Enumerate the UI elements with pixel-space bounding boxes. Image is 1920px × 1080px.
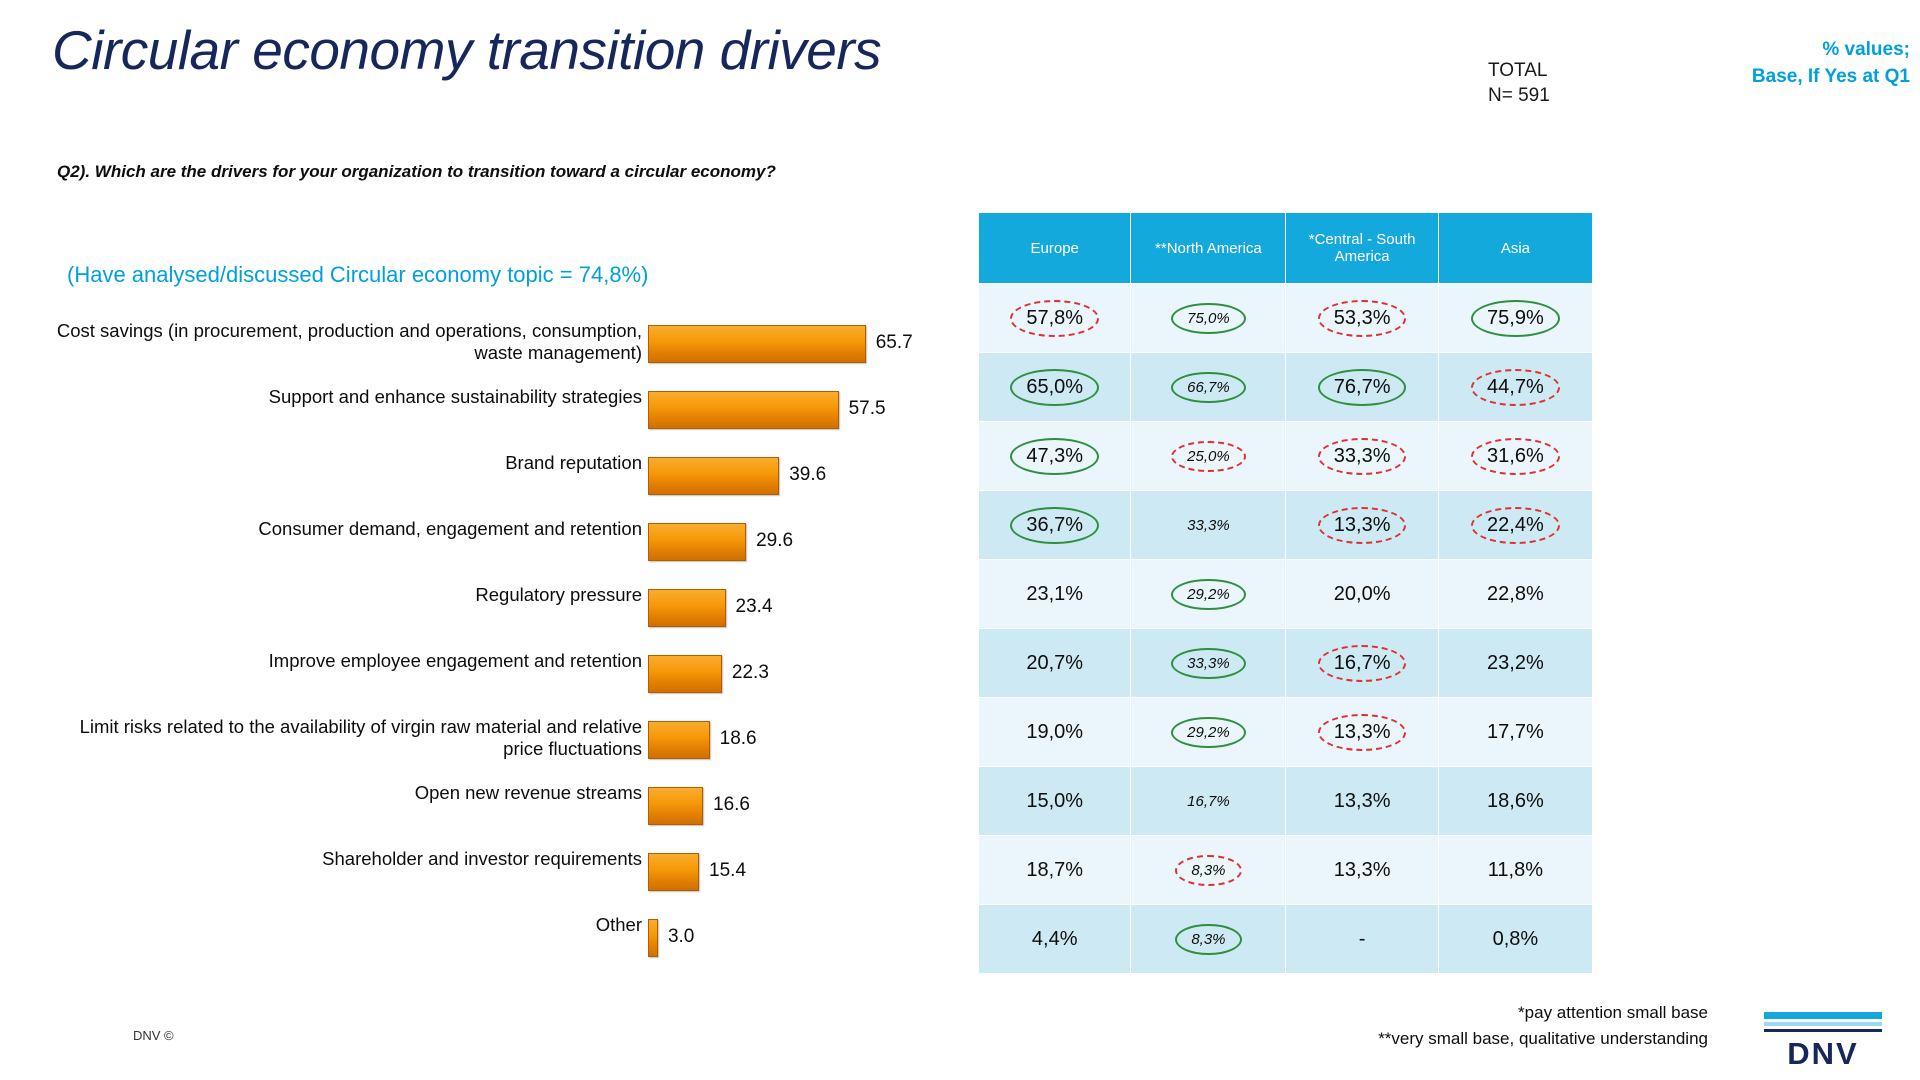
table-row (979, 905, 1593, 974)
bar-category-label: Brand reputation (505, 452, 642, 473)
bar-category-label: Consumer demand, engagement and retention (258, 518, 642, 539)
table-cell (979, 491, 1131, 560)
table-cell (1286, 629, 1438, 698)
table-cell (979, 767, 1131, 836)
table-cell (979, 836, 1131, 905)
bar-row (0, 452, 930, 518)
cell-value: 19,0% (1026, 720, 1084, 743)
cell-value-highlighted: 44,7% (1471, 369, 1560, 406)
footnotes (1378, 1000, 1708, 1052)
bar-row (0, 584, 930, 650)
cell-value: 20,0% (1333, 582, 1391, 605)
bar (648, 457, 779, 495)
total-base-block (1488, 58, 1550, 108)
total-label: TOTAL (1488, 60, 1548, 81)
bar-row (0, 320, 930, 386)
cell-value-highlighted: 53,3% (1318, 300, 1407, 337)
table-column-header: *Central - South America (1286, 213, 1438, 284)
table-header-row (979, 213, 1593, 284)
bar-category-label: Shareholder and investor requirements (322, 848, 642, 869)
cell-value-highlighted: 8,3% (1175, 855, 1241, 886)
cell-value-highlighted: 8,3% (1175, 924, 1241, 955)
bar-row (0, 782, 930, 848)
footnote-small-base: *pay attention small base (1518, 1003, 1708, 1022)
bar (648, 589, 726, 627)
table-cell (1131, 353, 1286, 422)
cell-value-highlighted: 16,7% (1318, 645, 1407, 682)
copyright-text: DNV © (133, 1028, 174, 1043)
table-cell (1131, 491, 1286, 560)
table-body (979, 284, 1593, 974)
cell-value-highlighted: 13,3% (1318, 507, 1407, 544)
dnv-logo (1764, 1012, 1882, 1072)
cell-value-highlighted: 13,3% (1318, 714, 1407, 751)
table-cell (1438, 284, 1592, 353)
bar-value-label: 22.3 (731, 662, 769, 683)
table-cell (1131, 767, 1286, 836)
bar (648, 523, 746, 561)
cell-value-highlighted: 65,0% (1010, 369, 1099, 406)
table-cell (1286, 698, 1438, 767)
table-cell (1286, 560, 1438, 629)
bar (648, 391, 839, 429)
table-column-header: Asia (1438, 213, 1592, 284)
table-cell (1131, 560, 1286, 629)
bar-value-label: 29.6 (756, 530, 794, 551)
table-row (979, 491, 1593, 560)
table-cell (979, 560, 1131, 629)
bar-value-label: 15.4 (709, 860, 747, 881)
bar-track (648, 853, 699, 891)
table-row (979, 284, 1593, 353)
logo-bar-light (1764, 1022, 1882, 1026)
bar (648, 655, 722, 693)
table-row (979, 836, 1593, 905)
cell-value-highlighted: 29,2% (1171, 717, 1246, 748)
bar (648, 853, 699, 891)
question-text: Q2). Which are the drivers for your organization to transition toward a circular economy? (57, 162, 776, 181)
table-cell (979, 353, 1131, 422)
bar-row (0, 386, 930, 452)
cell-value: 4,4% (1031, 927, 1078, 950)
cell-value: 22,8% (1487, 582, 1544, 605)
table-cell (979, 698, 1131, 767)
table-row (979, 767, 1593, 836)
table-cell (1438, 491, 1592, 560)
bar-track (648, 325, 866, 363)
bar-category-label: Cost savings (in procurement, production and operations, consumption, waste management) (56, 320, 642, 363)
table-cell (979, 905, 1131, 974)
bar-track (648, 523, 746, 561)
table-cell (1286, 353, 1438, 422)
table-cell (1131, 284, 1286, 353)
percent-values-line2: Base, If Yes at Q1 (1751, 66, 1910, 87)
logo-wordmark: DNV (1787, 1036, 1859, 1071)
bar-value-label: 39.6 (789, 464, 827, 485)
cell-value-highlighted: 29,2% (1171, 579, 1246, 610)
bar (648, 325, 866, 363)
cell-value: 20,7% (1026, 651, 1084, 674)
cell-value-highlighted: 31,6% (1471, 438, 1560, 475)
bar-category-label: Limit risks related to the availability of virgin raw material and relative price fluctuations (79, 716, 642, 759)
bar-track (648, 919, 658, 957)
footnote-very-small-base: **very small base, qualitative understanding (1378, 1029, 1708, 1048)
bar-value-label: 18.6 (719, 728, 757, 749)
table-cell (979, 284, 1131, 353)
cell-value-highlighted: 36,7% (1010, 507, 1099, 544)
logo-bar-navy (1764, 1029, 1882, 1032)
cell-value: - (1358, 927, 1366, 950)
table-cell (1438, 560, 1592, 629)
table-cell (1438, 422, 1592, 491)
cell-value: 23,1% (1026, 582, 1084, 605)
table-row (979, 560, 1593, 629)
table-cell (979, 629, 1131, 698)
table-cell (1438, 698, 1592, 767)
bar-row (0, 518, 930, 584)
cell-value: 23,2% (1487, 651, 1544, 674)
table-column-header: Europe (979, 213, 1131, 284)
cell-value: 11,8% (1487, 858, 1544, 881)
table-cell (1131, 836, 1286, 905)
bar-track (648, 721, 710, 759)
page-title: Circular economy transition drivers (52, 19, 882, 81)
cell-value: 18,7% (1026, 858, 1084, 881)
table-cell (1438, 905, 1592, 974)
cell-value-highlighted: 33,3% (1171, 648, 1246, 679)
table-row (979, 353, 1593, 422)
bar-track (648, 457, 779, 495)
cell-value-highlighted: 25,0% (1171, 441, 1246, 472)
table-row (979, 698, 1593, 767)
bar (648, 787, 703, 825)
table-cell (1131, 905, 1286, 974)
bar-row (0, 716, 930, 782)
n-label: N= 591 (1488, 85, 1550, 106)
bar-chart (0, 320, 930, 980)
bar (648, 721, 710, 759)
bar-row (0, 848, 930, 914)
table-cell (1286, 284, 1438, 353)
table-row (979, 629, 1593, 698)
bar-category-label: Support and enhance sustainability strategies (268, 386, 642, 407)
table-cell (1131, 629, 1286, 698)
bar-category-label: Improve employee engagement and retention (268, 650, 642, 671)
cell-value: 17,7% (1487, 720, 1544, 743)
cell-value: 0,8% (1492, 927, 1539, 950)
bar-track (648, 787, 703, 825)
bar-value-label: 3.0 (667, 926, 695, 947)
cell-value: 13,3% (1333, 789, 1391, 812)
cell-value: 16,7% (1187, 792, 1230, 810)
cell-value-highlighted: 75,0% (1171, 303, 1246, 334)
bar-category-label: Other (595, 914, 642, 935)
bar-category-label: Regulatory pressure (475, 584, 642, 605)
bar-row (0, 650, 930, 716)
percent-values-line1: % values; (1822, 39, 1910, 60)
cell-value-highlighted: 76,7% (1318, 369, 1407, 406)
cell-value-highlighted: 66,7% (1171, 372, 1246, 403)
cell-value: 33,3% (1187, 516, 1230, 534)
table-cell (1438, 353, 1592, 422)
table-cell (1286, 836, 1438, 905)
table-cell (1438, 767, 1592, 836)
table-cell (1286, 767, 1438, 836)
table-cell (1286, 422, 1438, 491)
cell-value: 15,0% (1026, 789, 1084, 812)
bar-track (648, 391, 839, 429)
table-cell (1286, 491, 1438, 560)
bar-track (648, 589, 726, 627)
cell-value-highlighted: 47,3% (1010, 438, 1099, 475)
cell-value: 18,6% (1487, 789, 1544, 812)
cell-value-highlighted: 22,4% (1471, 507, 1560, 544)
cell-value: 13,3% (1333, 858, 1391, 881)
bar-value-label: 16.6 (713, 794, 750, 815)
analysed-topic-note: (Have analysed/discussed Circular economy topic = 74,8%) (67, 262, 649, 287)
bar-row (0, 914, 930, 980)
table-cell (1438, 629, 1592, 698)
cell-value-highlighted: 57,8% (1010, 300, 1099, 337)
region-percent-table (978, 212, 1593, 974)
bar (648, 919, 658, 957)
table-cell (979, 422, 1131, 491)
table-cell (1438, 836, 1592, 905)
logo-bar-cyan (1764, 1012, 1882, 1019)
table-cell (1131, 422, 1286, 491)
cell-value-highlighted: 33,3% (1318, 438, 1407, 475)
cell-value-highlighted: 75,9% (1471, 300, 1560, 337)
bar-value-label: 23.4 (735, 596, 773, 617)
table-cell (1131, 698, 1286, 767)
bar-value-label: 65.7 (875, 332, 913, 353)
table-column-header: **North America (1131, 213, 1286, 284)
bar-value-label: 57.5 (848, 398, 886, 419)
percent-values-note (1660, 36, 1910, 90)
table-cell (1286, 905, 1438, 974)
bar-category-label: Open new revenue streams (414, 782, 642, 803)
bar-track (648, 655, 722, 693)
table-row (979, 422, 1593, 491)
